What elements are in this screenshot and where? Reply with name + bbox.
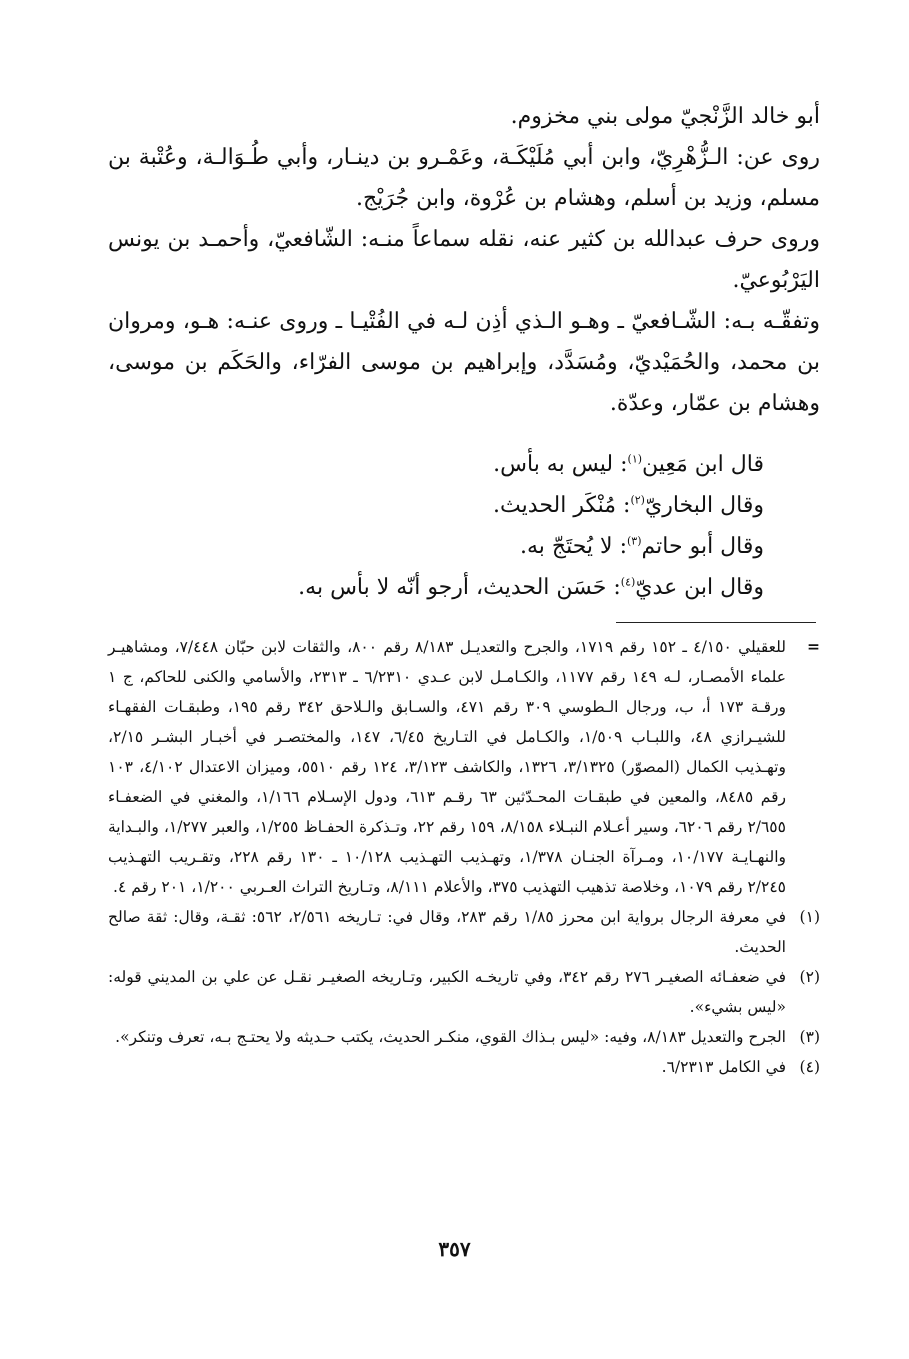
critics-quotes xyxy=(108,444,764,608)
page-number: ٣٥٧ xyxy=(438,1237,471,1261)
footnote-text: في معرفة الرجال برواية ابن محرز ١/٨٥ رقم ٢٨٣، وقال في: تـاريخه ٢/٥٦١، ٥٦٢: ثقـة، وقال: ثقة صالح الحديث. xyxy=(108,908,786,956)
footnote-number: (٣) xyxy=(799,1028,820,1046)
paragraph-name: أبو خالد الزَّنْجيّ مولى بني مخزوم. xyxy=(510,104,820,129)
paragraph-reading: وروى حرف عبدالله بن كثير عنه، نقله سماعاً منـه: الشّافعيّ، وأحمـد بن يونس اليَرْبُوعيّ. xyxy=(108,227,820,293)
footnote-text: في ضعفـائه الصغيـر ٢٧٦ رقم ٣٤٢، وفي تاريخـه الكبير، وتـاريخه الصغيـر نقـل عن علي بن المديني قوله: «ليس بشيء». xyxy=(108,968,786,1016)
footnote-number: = xyxy=(807,637,820,656)
footnote-number: (٢) xyxy=(799,968,820,986)
quote-line: وقال ابن عديّ$^{(٤)}$: حَسَن الحديث، أرجو أنّه لا بأس به. xyxy=(298,575,764,600)
footnote-text: الجرح والتعديل ٨/١٨٣، وفيه: «ليس بـذاك القوي، منكـر الحديث، يكتب حـديثه ولا يحتـج بـه، تعرف وتنكر». xyxy=(115,1028,786,1046)
footnote-text: في الكامل ٦/٢٣١٣. xyxy=(661,1058,786,1076)
footnote-item xyxy=(108,962,820,1022)
footnote-number: (١) xyxy=(799,908,820,926)
quote-line: وقال أبو حاتم$^{(٣)}$: لا يُحتَجّ به. xyxy=(519,534,764,559)
footnote-item xyxy=(108,1052,820,1082)
footnote-divider xyxy=(616,622,816,623)
footnote-ref[interactable]: (١) xyxy=(627,452,643,466)
footnote-ref[interactable]: (٢) xyxy=(630,493,645,507)
footnote-text: للعقيلي ٤/١٥٠ ـ ١٥٢ رقم ١٧١٩، والجرح والتعديـل ٨/١٨٣ رقم ٨٠٠، والثقات لابن حبّان ٧/٤٤٨، ومشاهيـر علماء الأمصـار، لـه ١٤٩ رقم ١١٧٧، والكـامـل لابن عـدي ٦/٢٣١٠ ـ ٢٣١٣، والأسامي والكنى للحاكم، ج ١ ورقـة ١٧٣ أ، ب، ورجال الـطوسي ٣٠٩ رقم ٤٧١، والسـابق والـلاحق ٣٤٢ رقم ١٩٥، وطبقـات الفقهـاء للشيـرازي ٤٨، واللبـاب ١/٥٠٩، والكـامل في التـاريخ ٦/٤٥، ١٤٧، والمختصـر في أخبـار البشـر ٢/١٥، وتهـذيب الكمال (المصوّر) ٣/١٣٢٥، ١٣٢٦، والكاشف ٣/١٢٣، ١٢٤ رقم ٥٥١٠، وميزان الاعتدال ٤/١٠٢، ١٠٣ رقم ٨٤٨٥، والمعين في طبقـات المحـدّثين ٦٣ رقـم ٦١٣، ودول الإسـلام ١/١٦٦، والمغني في الضعفـاء ٢/٦٥٥ رقم ٦٢٠٦، وسير أعـلام النبـلاء ٨/١٥٨، ١٥٩ رقم ٢٢، وتـذكرة الحفـاظ ١/٢٥٥، والعبر ١/٢٧٧، والبـداية والنهـايـة ١٠/١٧٧، ومـرآة الجنـان ١/٣٧٨، وتهـذيب التهـذيب ١٠/١٢٨ ـ ١٣٠ رقم ٢٢٨، وتقـريب التهـذيب ٢/٢٤٥ رقم ١٠٧٩، وخلاصة تذهيب التهذيب ٣٧٥، والأعلام ٨/١١١، وتـاريخ التراث العـربي ١/٢٠٠، ٢٠١ رقم ٤. xyxy=(108,638,787,896)
footnotes xyxy=(108,632,820,1082)
footnote-ref[interactable]: (٤) xyxy=(620,575,636,589)
paragraph-narrated-from: روى عن: الـزُّهْرِيّ، وابن أبي مُلَيْكَـة، وعَمْـرو بن دينـار، وأبي طُـوَالـة، وعُتْبة بن مسلم، وزيد بن أسلم، وهشام بن عُرْوة، وابن جُرَيْج. xyxy=(108,145,820,211)
footnote-item xyxy=(108,902,820,962)
quote-line: قال ابن مَعِين$^{(١)}$: ليس به بأس. xyxy=(493,452,764,477)
quote-line: وقال البخاريّ$^{(٢)}$: مُنْكَر الحديث. xyxy=(493,493,764,518)
footnote-number: (٤) xyxy=(799,1058,820,1076)
footnote-item xyxy=(108,632,820,902)
biography-body xyxy=(108,96,820,424)
paragraph-students: وتفقّـه بـه: الشّـافعيّ ـ وهـو الـذي أذِن لـه في الفُتْيـا ـ وروى عنـه: هـو، ومروان بن محمد، والحُمَيْديّ، ومُسَدَّد، وإبراهيم بن موسى الفرّاء، والحَكَم بن موسى، وهشام بن عمّار، وعدّة. xyxy=(108,309,820,416)
footnote-item xyxy=(108,1022,820,1052)
footnote-ref[interactable]: (٣) xyxy=(627,534,642,548)
